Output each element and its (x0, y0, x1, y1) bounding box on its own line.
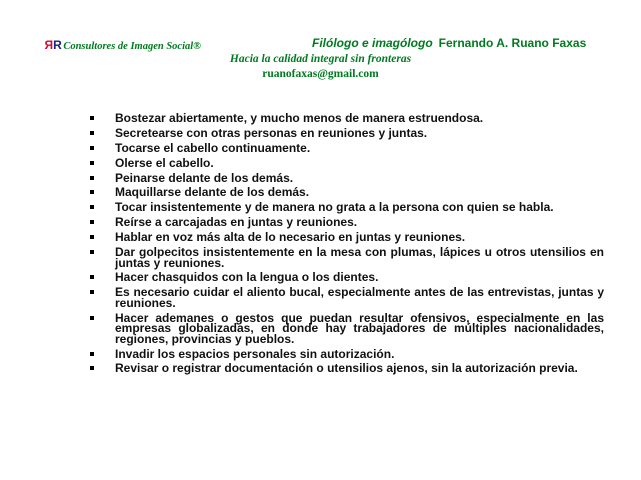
list-item (88, 187, 604, 198)
list-item (88, 155, 604, 170)
list-item-text: Reírse a carcajadas en juntas y reuniones. (115, 215, 358, 230)
list-item (88, 170, 604, 185)
bullet-icon (90, 146, 94, 150)
bullet-icon (90, 131, 94, 135)
list-item (88, 310, 604, 346)
logo-mark-blue: R (53, 38, 62, 52)
list-item (88, 346, 604, 361)
list-item-text: Tocar insistentemente y de manera no grata a la persona con quien se habla. (115, 200, 554, 215)
bullet-icon (90, 290, 94, 294)
bullet-icon (90, 352, 94, 356)
list-item-text: Bostezar abiertamente, y mucho menos de manera estruendosa. (115, 111, 484, 125)
bullet-icon (90, 366, 94, 370)
list-item-text: Tocarse el cabello continuamente. (115, 140, 311, 155)
rr-logo (45, 38, 61, 52)
bullet-list (88, 113, 604, 378)
list-item-text: Invadir los espacios personales sin autorización. (115, 346, 395, 361)
list-item (88, 202, 604, 213)
document-header (0, 0, 641, 90)
contact-email: ruanofaxas@gmail.com (262, 68, 379, 80)
list-item (88, 287, 604, 308)
bullet-icon (90, 205, 94, 209)
logo-mark-red: R (45, 38, 54, 52)
author-name: Fernando A. Ruano Faxas (438, 36, 587, 50)
bullet-icon (90, 235, 94, 239)
list-item-text: Hacer ademanes o gestos que puedan resultar ofensivos, especialmente en las empresas globalizadas, en donde hay trabajadores de múltiples nacionalidades, regiones, provincias y pueblos. (115, 310, 604, 346)
bullet-icon (90, 250, 94, 254)
list-item-text: Secretearse con otras personas en reuniones y juntas. (115, 125, 428, 140)
bullet-icon (90, 275, 94, 279)
list-item-text: Peinarse delante de los demás. (115, 170, 294, 185)
list-item-text: Dar golpecitos insistentemente en la mesa con plumas, lápices u otros utensilios en juntas y reuniones. (115, 245, 604, 270)
list-item (88, 217, 604, 228)
bullet-icon (90, 161, 94, 165)
bullet-icon (90, 220, 94, 224)
list-item (88, 247, 604, 268)
list-item (88, 363, 604, 374)
author-role: Filólogo e imagólogo (312, 36, 433, 50)
list-item-text: Maquillarse delante de los demás. (115, 185, 310, 200)
author-line (312, 36, 586, 50)
list-item (88, 272, 604, 283)
bullet-icon (90, 116, 94, 120)
tagline: Hacia la calidad integral sin fronteras (229, 53, 412, 65)
list-item-text: Hablar en voz más alta de lo necesario en juntas y reuniones. (115, 230, 466, 245)
list-item-text: Olerse el cabello. (115, 155, 214, 170)
list-item-text: Es necesario cuidar el aliento bucal, especialmente antes de las entrevistas, juntas y reuniones. (115, 285, 604, 310)
bullet-icon (90, 316, 94, 320)
list-item-text: Revisar o registrar documentación o utensilios ajenos, sin la autorización previa. (115, 361, 578, 376)
brand-name: Consultores de Imagen Social® (63, 41, 201, 52)
list-item (88, 125, 604, 140)
bullet-icon (90, 176, 94, 180)
list-item-text: Hacer chasquidos con la lengua o los dientes. (115, 270, 379, 285)
bullet-icon (90, 190, 94, 194)
list-item (88, 232, 604, 243)
list-item (88, 113, 604, 124)
list-item (88, 140, 604, 155)
brand-line (45, 38, 201, 52)
